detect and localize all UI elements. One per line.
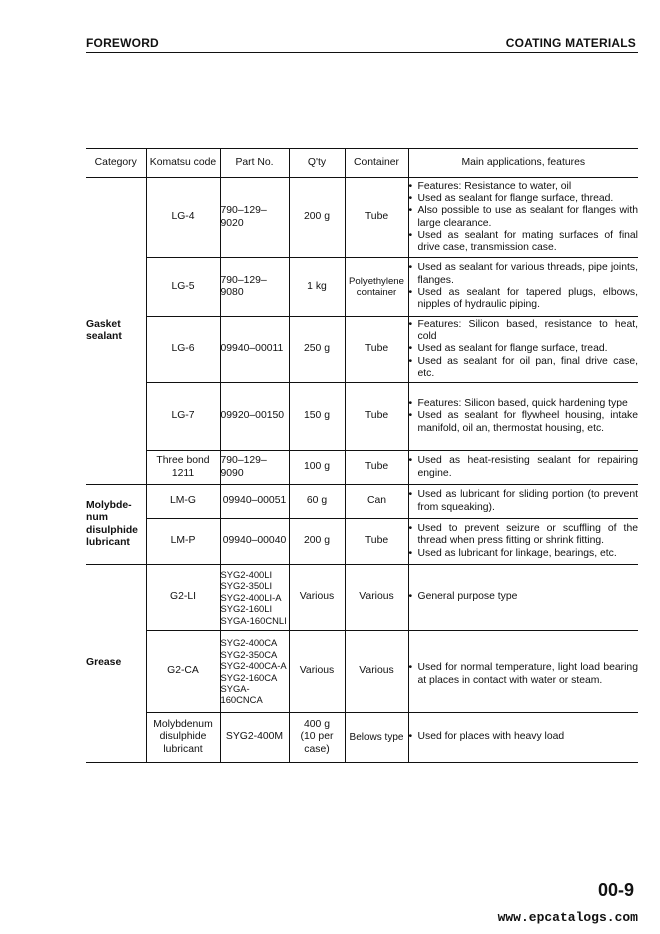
container: Tube xyxy=(345,317,408,383)
table-row xyxy=(86,485,638,519)
table-row xyxy=(86,317,638,383)
quantity: 200 g xyxy=(289,519,345,565)
application-item: • Used for normal temperature, light load bearing at places in contact with water or steam. xyxy=(409,662,639,687)
application-item: • Used as sealant for various threads, pipe joints, flanges. xyxy=(409,262,639,287)
category-gasket-sealant: Gasket sealant xyxy=(86,178,146,485)
container: Various xyxy=(345,631,408,713)
application-item: • Features: Resistance to water, oil xyxy=(409,181,639,193)
container: Various xyxy=(345,565,408,631)
header-section-title: FOREWORD xyxy=(86,36,159,50)
quantity: 200 g xyxy=(289,178,345,258)
application-item: • Used for places with heavy load xyxy=(409,731,639,743)
application-item: • Used as sealant for tapered plugs, elbows, nipples of hydraulic piping. xyxy=(409,287,639,312)
col-header-komatsu-code: Komatsu code xyxy=(146,149,220,178)
container: Tube xyxy=(345,383,408,451)
quantity: Various xyxy=(289,565,345,631)
col-header-part-no: Part No. xyxy=(220,149,289,178)
komatsu-code: LG-4 xyxy=(146,178,220,258)
container: Can xyxy=(345,485,408,519)
quantity: 100 g xyxy=(289,451,345,485)
container: Tube xyxy=(345,519,408,565)
part-number: 09940–00011 xyxy=(220,317,289,383)
komatsu-code: Molybdenum disulphide lubricant xyxy=(146,713,220,763)
col-header-category: Category xyxy=(86,149,146,178)
container: Tube xyxy=(345,451,408,485)
header-rule xyxy=(86,52,638,53)
application-item: • Used as lubricant for sliding portion (to prevent from squeaking). xyxy=(409,489,639,514)
quantity: 400 g (10 per case) xyxy=(289,713,345,763)
part-number: 09940–00040 xyxy=(220,519,289,565)
application-item: • General purpose type xyxy=(409,591,639,603)
coating-materials-table xyxy=(86,148,638,763)
website-watermark: www.epcatalogs.com xyxy=(497,910,638,925)
table-row xyxy=(86,713,638,763)
applications xyxy=(408,631,638,713)
application-item: • Features: Silicon based, resistance to heat, cold xyxy=(409,319,639,344)
komatsu-code: LG-5 xyxy=(146,258,220,317)
application-item: • Features: Silicon based, quick hardening type xyxy=(409,398,639,410)
col-header-qty: Q'ty xyxy=(289,149,345,178)
application-item: • Used as sealant for mating surfaces of final drive case, transmission case. xyxy=(409,230,639,255)
col-header-applications: Main applications, features xyxy=(408,149,638,178)
quantity: 150 g xyxy=(289,383,345,451)
application-item: • Also possible to use as sealant for flanges with large clearance. xyxy=(409,205,639,230)
komatsu-code: LG-6 xyxy=(146,317,220,383)
applications xyxy=(408,565,638,631)
quantity: 1 kg xyxy=(289,258,345,317)
quantity: 250 g xyxy=(289,317,345,383)
part-number: SYG2-400LI SYG2-350LI SYG2-400LI-A SYG2-160LI SYGA-160CNLI xyxy=(220,565,289,631)
table-row xyxy=(86,565,638,631)
applications xyxy=(408,519,638,565)
header-chapter-title: COATING MATERIALS xyxy=(505,36,636,50)
quantity: Various xyxy=(289,631,345,713)
table-header-row xyxy=(86,149,638,178)
container: Polyethylene container xyxy=(345,258,408,317)
part-number: 09920–00150 xyxy=(220,383,289,451)
container: Tube xyxy=(345,178,408,258)
table-row xyxy=(86,383,638,451)
part-number: 790–129–9090 xyxy=(220,451,289,485)
komatsu-code: G2-CA xyxy=(146,631,220,713)
applications xyxy=(408,485,638,519)
application-item: • Used as sealant for flange surface, thread. xyxy=(409,193,639,205)
table-row xyxy=(86,258,638,317)
part-number: 790–129–9080 xyxy=(220,258,289,317)
komatsu-code: G2-LI xyxy=(146,565,220,631)
applications xyxy=(408,383,638,451)
application-item: • Used as heat-resisting sealant for repairing engine. xyxy=(409,455,639,480)
category-grease: Grease xyxy=(86,565,146,763)
table-row xyxy=(86,631,638,713)
part-number: 790–129–9020 xyxy=(220,178,289,258)
application-item: • Used as sealant for flange surface, tread. xyxy=(409,343,639,355)
page-number: 00-9 xyxy=(597,880,634,900)
applications xyxy=(408,258,638,317)
container: Belows type xyxy=(345,713,408,763)
part-number: 09940–00051 xyxy=(220,485,289,519)
table-row xyxy=(86,451,638,485)
applications xyxy=(408,451,638,485)
application-item: • Used as lubricant for linkage, bearings, etc. xyxy=(409,548,639,560)
category-molybdenum-lubricant: Molybde- num disulphide lubricant xyxy=(86,485,146,565)
table-row xyxy=(86,178,638,258)
col-header-container: Container xyxy=(345,149,408,178)
part-number: SYG2-400CA SYG2-350CA SYG2-400CA-A SYG2-160CA SYGA-160CNCA xyxy=(220,631,289,713)
applications xyxy=(408,713,638,763)
komatsu-code: Three bond 1211 xyxy=(146,451,220,485)
part-number: SYG2-400M xyxy=(220,713,289,763)
komatsu-code: LM-G xyxy=(146,485,220,519)
applications xyxy=(408,317,638,383)
quantity: 60 g xyxy=(289,485,345,519)
application-item: • Used to prevent seizure or scuffling of the thread when press fitting or shrink fitting. xyxy=(409,523,639,548)
applications xyxy=(408,178,638,258)
application-item: • Used as sealant for flywheel housing, intake manifold, oil an, thermostat housing, etc. xyxy=(409,410,639,435)
application-item: • Used as sealant for oil pan, final drive case, etc. xyxy=(409,356,639,381)
table-row xyxy=(86,519,638,565)
komatsu-code: LM-P xyxy=(146,519,220,565)
komatsu-code: LG-7 xyxy=(146,383,220,451)
